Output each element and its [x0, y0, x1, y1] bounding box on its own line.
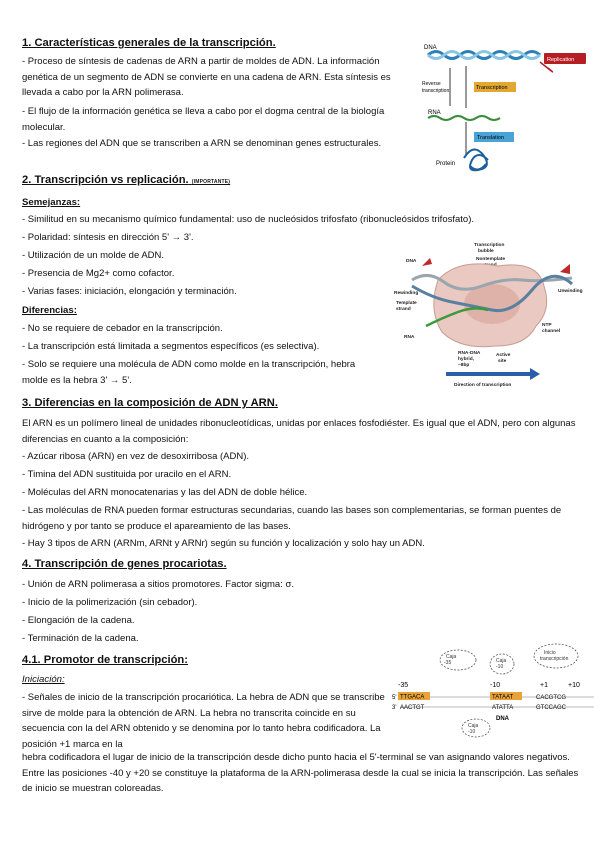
section-4-bullet-3: - Elongación de la cadena. — [22, 615, 135, 626]
svg-text:-35: -35 — [444, 660, 452, 666]
fig1-reverse-label: Reverse transcription — [422, 81, 450, 94]
similarity-4: - Presencia de Mg2+ como cofactor. — [22, 268, 175, 279]
section-4-1-paragraph-1: - Señales de inicio de la transcripción procariótica. La hebra de ADN que se transcribe sirve de molde para la obtención de ARN. La hebra no transcrita coincide en su secuencia con la del ARN obtenido y se denomina por lo tanto hebra codificadora. La posición +1 marca en la — [22, 692, 385, 750]
section-3-bullet-1: - Azúcar ribosa (ARN) en vez de desoxirribosa (ADN). — [22, 451, 250, 462]
section-4-title: 4. Transcripción de genes procariotas. — [22, 558, 227, 570]
pos-plus-1: +1 — [540, 682, 548, 689]
section-3-bullet-2: - Timina del ADN sustituida por uracilo en el ARN. — [22, 469, 232, 480]
fig2-template-label: Template strand — [396, 301, 417, 312]
fig1-transcription-label: Transcription — [476, 85, 508, 91]
pos-plus-10: +10 — [568, 682, 580, 689]
rewinding-arrow-icon — [422, 258, 432, 266]
section-3-bullet-3: - Moléculas del ARN monocatenarias y las del ADN de doble hélice. — [22, 487, 308, 498]
svg-text:Inicio: Inicio — [544, 650, 556, 656]
section-2-title — [22, 174, 230, 186]
section-4-1-title: 4.1. Promotor de transcripción: — [22, 654, 188, 666]
atatta-seq: ATATTA — [492, 705, 514, 711]
difference-1: - No se requiere de cebador en la transcripción. — [22, 323, 223, 334]
fig2-bubble-label: Transcription bubble — [474, 243, 505, 254]
gtcc-seq: GTCCAGC — [536, 705, 566, 711]
section-4-bullet-2: - Inicio de la polimerización (sin cebador). — [22, 597, 198, 608]
svg-text:Caja: Caja — [496, 658, 507, 664]
section-3-bullet-4: - Las moléculas de RNA pueden formar estructuras secundarias, cuando las bases son complementarias, se forman puentes de hidrógeno y por tanto se produce el apareamiento de las bases. — [22, 505, 562, 532]
svg-text:Caja: Caja — [468, 723, 479, 729]
tataat-seq: TATAAT — [492, 694, 514, 701]
similarity-3: - Utilización de un molde de ADN. — [22, 250, 165, 261]
section-1-title: 1. Características generales de la transcripción. — [22, 37, 276, 49]
fig3-dna-label: DNA — [496, 716, 509, 722]
promoter-figure — [394, 640, 594, 740]
fig2-rna-label: RNA — [404, 335, 415, 340]
fig1-rna-label: RNA — [428, 110, 441, 116]
fig1-protein-label: Protein — [436, 161, 456, 167]
fig1-replication-label: Replication — [547, 57, 575, 63]
section-4-1-paragraph-2: hebra codificadora el lugar de inicio de la transcripción desde dicho punto hacia el 5'-terminal se van asignando valores negativos. Entre las posiciones -40 y +20 se constituye la plataforma de la ARN-polimerasa desde la cual se inicia la transcripción. Las señales de inicio se muestran coloreadas. — [22, 752, 579, 794]
pos-minus-10: -10 — [490, 682, 501, 689]
svg-text:transcripción: transcripción — [540, 656, 569, 662]
section-4-bullet-4: - Terminación de la cadena. — [22, 633, 139, 644]
section-2-note: (IMPORTANTE) — [191, 179, 231, 185]
rna-strand-icon — [428, 116, 500, 120]
fig1-dna-label: DNA — [424, 45, 437, 51]
central-dogma-figure — [420, 40, 590, 180]
initiation-title: Iniciación: — [22, 674, 65, 685]
five-prime-label: 5' — [392, 695, 397, 701]
similarity-5: - Varias fases: iniciación, elongación y terminación. — [22, 286, 237, 297]
section-1-bullet-1: - Proceso de síntesis de cadenas de ARN a partir de moldes de ADN. La información genética de un segmento de ADN se convierte en una cadena de ARN. Esta síntesis es llevada a cabo por la ARN polimerasa. — [22, 56, 391, 98]
cacg-seq: CACGTCG — [536, 695, 566, 701]
section-3-intro: El ARN es un polímero lineal de unidades ribonucleotídicas, unidas por enlaces fosfodiéster. Es igual que el ADN, pero con algunas diferencias en cuanto a la composición: — [22, 418, 576, 445]
fig2-nontemplate-label: Nontemplate — [476, 257, 506, 262]
three-prime-label: 3' — [392, 705, 397, 711]
ttgaca-seq: TTGACA — [400, 694, 425, 701]
section-3-title: 3. Diferencias en la composición de ADN y ARN. — [22, 397, 278, 409]
svg-text:-10: -10 — [496, 664, 504, 670]
direction-bar — [446, 372, 530, 376]
protein-icon — [464, 149, 488, 170]
unwinding-arrow-icon — [560, 264, 570, 274]
aactgt-seq: AACTGT — [400, 705, 425, 711]
difference-2: - La transcripción está limitada a segmentos específicos (es selectiva). — [22, 341, 320, 352]
fig2-rewinding-label: Rewinding — [394, 291, 419, 296]
svg-text:Caja: Caja — [446, 654, 457, 660]
transcription-bubble-figure — [392, 240, 592, 390]
fig1-translation-label: Translation — [477, 135, 505, 141]
fig2-hybrid-label: RNA-DNA hybrid, ~8bp — [458, 351, 481, 368]
differences-title: Diferencias: — [22, 305, 77, 316]
similarity-2: - Polaridad: síntesis en dirección 5' → 3'. — [22, 232, 194, 243]
fig2-dna-label: DNA — [406, 259, 417, 264]
difference-3: - Solo se requiere una molécula de ADN como molde en la transcripción, hebra molde es la hebra 3' → 5'. — [22, 359, 356, 386]
similarity-1: - Similitud en su mecanismo químico fundamental: uso de nucleósidos trifosfato (ribonucleósidos trifosfato). — [22, 214, 474, 225]
section-3-bullet-5: - Hay 3 tipos de ARN (ARNm, ARNt y ARNr) según su función y localización y solo hay un ADN. — [22, 538, 425, 549]
section-1-bullet-3: - Las regiones del ADN que se transcriben a ARN se denominan genes estructurales. — [22, 138, 382, 149]
section-1-bullet-2: - El flujo de la información genética se lleva a cabo por el dogma central de la biología molecular. — [22, 106, 385, 133]
pos-minus-35: -35 — [398, 682, 409, 689]
direction-arrow-icon — [530, 368, 540, 380]
section-2-title-text: 2. Transcripción vs replicación. — [22, 174, 189, 186]
fig2-active-label: Active site — [496, 353, 511, 364]
fig2-unwinding-label: Unwinding — [558, 289, 583, 294]
fig2-direction-label: Direction of transcription — [454, 383, 512, 388]
dna-helix-icon — [428, 52, 540, 59]
fig2-ntp-label: NTP channel — [542, 323, 561, 334]
section-4-bullet-1: - Unión de ARN polimerasa a sitios promotores. Factor sigma: σ. — [22, 579, 294, 590]
similarities-title: Semejanzas: — [22, 197, 81, 208]
svg-text:-10: -10 — [468, 729, 476, 735]
